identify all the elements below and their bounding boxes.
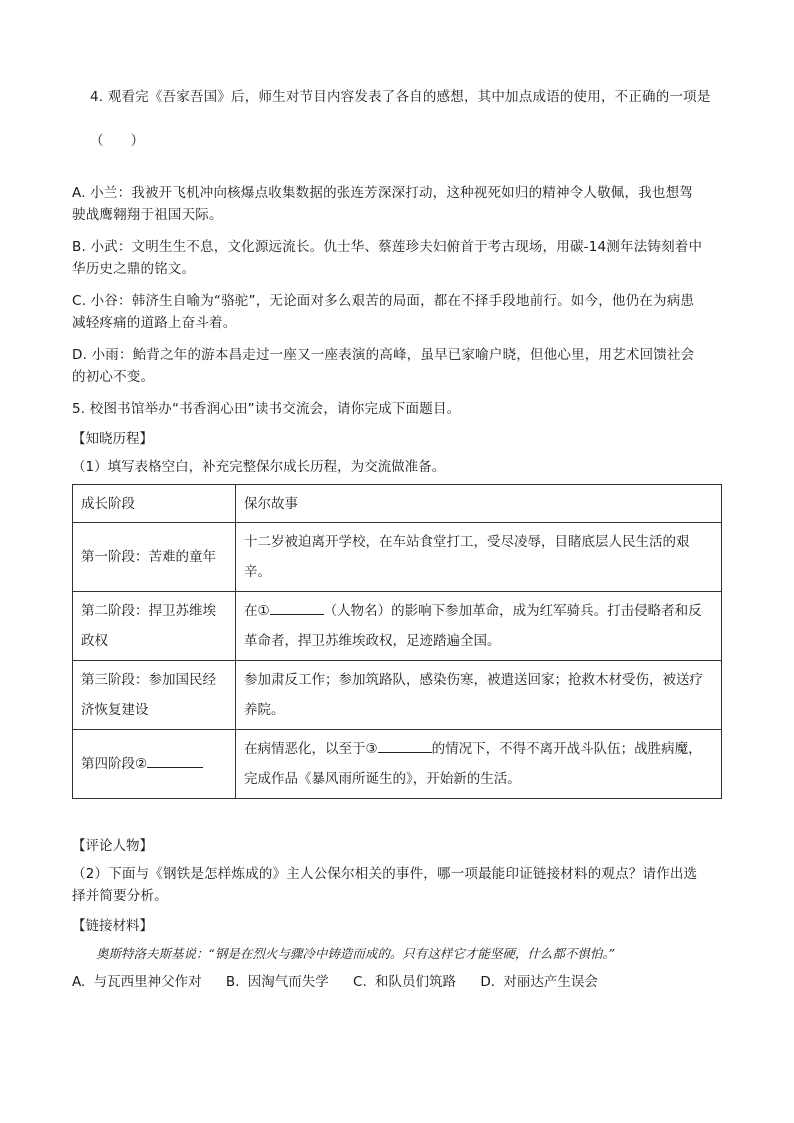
answer-blank-1[interactable] [270,600,324,615]
section-heading-material: 【链接材料】 [72,918,153,934]
choice-d[interactable]: D. 对丽达产生误会 [480,974,598,990]
answer-blank-3[interactable] [378,738,432,753]
q4-option-a-line2: 驶战鹰翱翔于祖国天际。 [72,207,223,223]
q4-option-d [72,344,722,388]
q4-option-d-line1: D. 小雨：鲐背之年的游本昌走过一座又一座表演的高峰，虽早已家喻户晓，但他心里，用艺术回馈社会 [72,347,695,363]
table-cell-stage: 第三阶段：参加国民经济恢复建设 [73,661,236,730]
table-row [73,730,722,799]
section-heading-history: 【知晓历程】 [72,431,153,447]
growth-table [72,484,722,799]
q4-option-c-line2: 减轻疼痛的道路上奋斗着。 [72,315,237,331]
q5-sub2-line1: （2）下面与《钢铁是怎样炼成的》主人公保尔相关的事件，哪一项最能印证链接材料的观点？请作出选 [72,866,698,882]
story-text: 的情况下，不得不离开战斗队伍；战胜病魔，完成作品《暴风雨所诞生的》，开始新的生活。 [244,741,702,787]
story-text: 在病情恶化，以至于③ [244,741,378,757]
q4-option-c-line1: C. 小谷：韩济生自喻为“骆驼”，无论面对多么艰苦的局面，都在不择手段地前行。如今，他仍在为病患 [72,293,695,309]
q4-option-d-line2: 的初心不变。 [72,369,155,385]
choice-a[interactable]: A. 与瓦西里神父作对 [72,974,202,990]
q5-sub2-line2: 择并简要分析。 [72,888,168,904]
q5-sub2 [72,863,722,907]
table-header-row [73,485,722,523]
choice-c[interactable]: C. 和队员们筑路 [353,974,457,990]
q4-option-a [72,182,722,226]
table-row [73,661,722,730]
table-header-story: 保尔故事 [236,485,722,523]
q4-answer-paren: （ ） [89,133,145,149]
table-cell-story [236,592,722,661]
table-cell-story: 十二岁被迫离开学校，在车站食堂打工，受尽凌辱，目睹底层人民生活的艰辛。 [236,523,722,592]
table-cell-story [236,730,722,799]
q4-option-c [72,290,722,334]
table-cell-story: 参加肃反工作；参加筑路队，感染伤寒，被遣送回家；抢救木材受伤，被送疗养院。 [236,661,722,730]
story-text: （人物名）的影响下参加革命，成为红军骑兵。打击侵略者和反革命者，捍卫苏维埃政权，足迹踏遍全国。 [244,603,702,649]
table-row [73,523,722,592]
question-5-stem: 5. 校图书馆举办“书香润心田”读书交流会，请你完成下面题目。 [72,401,461,417]
answer-blank-2[interactable] [147,753,203,768]
linked-material-quote: 奥斯特洛夫斯基说：“钢是在烈火与骤冷中铸造而成的。只有这样它才能坚硬，什么都不惧怕。” [96,946,616,961]
table-header-stage: 成长阶段 [73,485,236,523]
q4-option-b [72,236,722,280]
table-cell-stage: 第二阶段：捍卫苏维埃政权 [73,592,236,661]
story-text: 在① [244,603,270,619]
section-heading-comment: 【评论人物】 [72,838,153,854]
q5-sub1: （1）填写表格空白，补充完整保尔成长历程，为交流做准备。 [72,459,446,475]
q4-option-b-line2: 华历史之鼎的铭文。 [72,261,196,277]
table-cell-stage [73,730,236,799]
table-cell-stage: 第一阶段：苦难的童年 [73,523,236,592]
stage-text: 第四阶段② [81,756,148,772]
q5-choices [72,971,722,993]
exam-page [72,64,722,993]
question-4-stem [72,64,722,174]
q4-option-a-line1: A. 小兰：我被开飞机冲向核爆点收集数据的张连芳深深打动，这种视死如归的精神令人敬佩，我也想驾 [72,185,693,201]
q4-option-b-line1: B. 小武：文明生生不息，文化源远流长。仇士华、蔡莲珍夫妇俯首于考古现场，用碳-14测年法铸刻着中 [72,239,703,255]
table-row [73,592,722,661]
choice-b[interactable]: B. 因淘气而失学 [225,974,329,990]
q4-stem-text: 4. 观看完《吾家吾国》后，师生对节目内容发表了各自的感想，其中加点成语的使用，不正确的一项是 [89,89,711,105]
